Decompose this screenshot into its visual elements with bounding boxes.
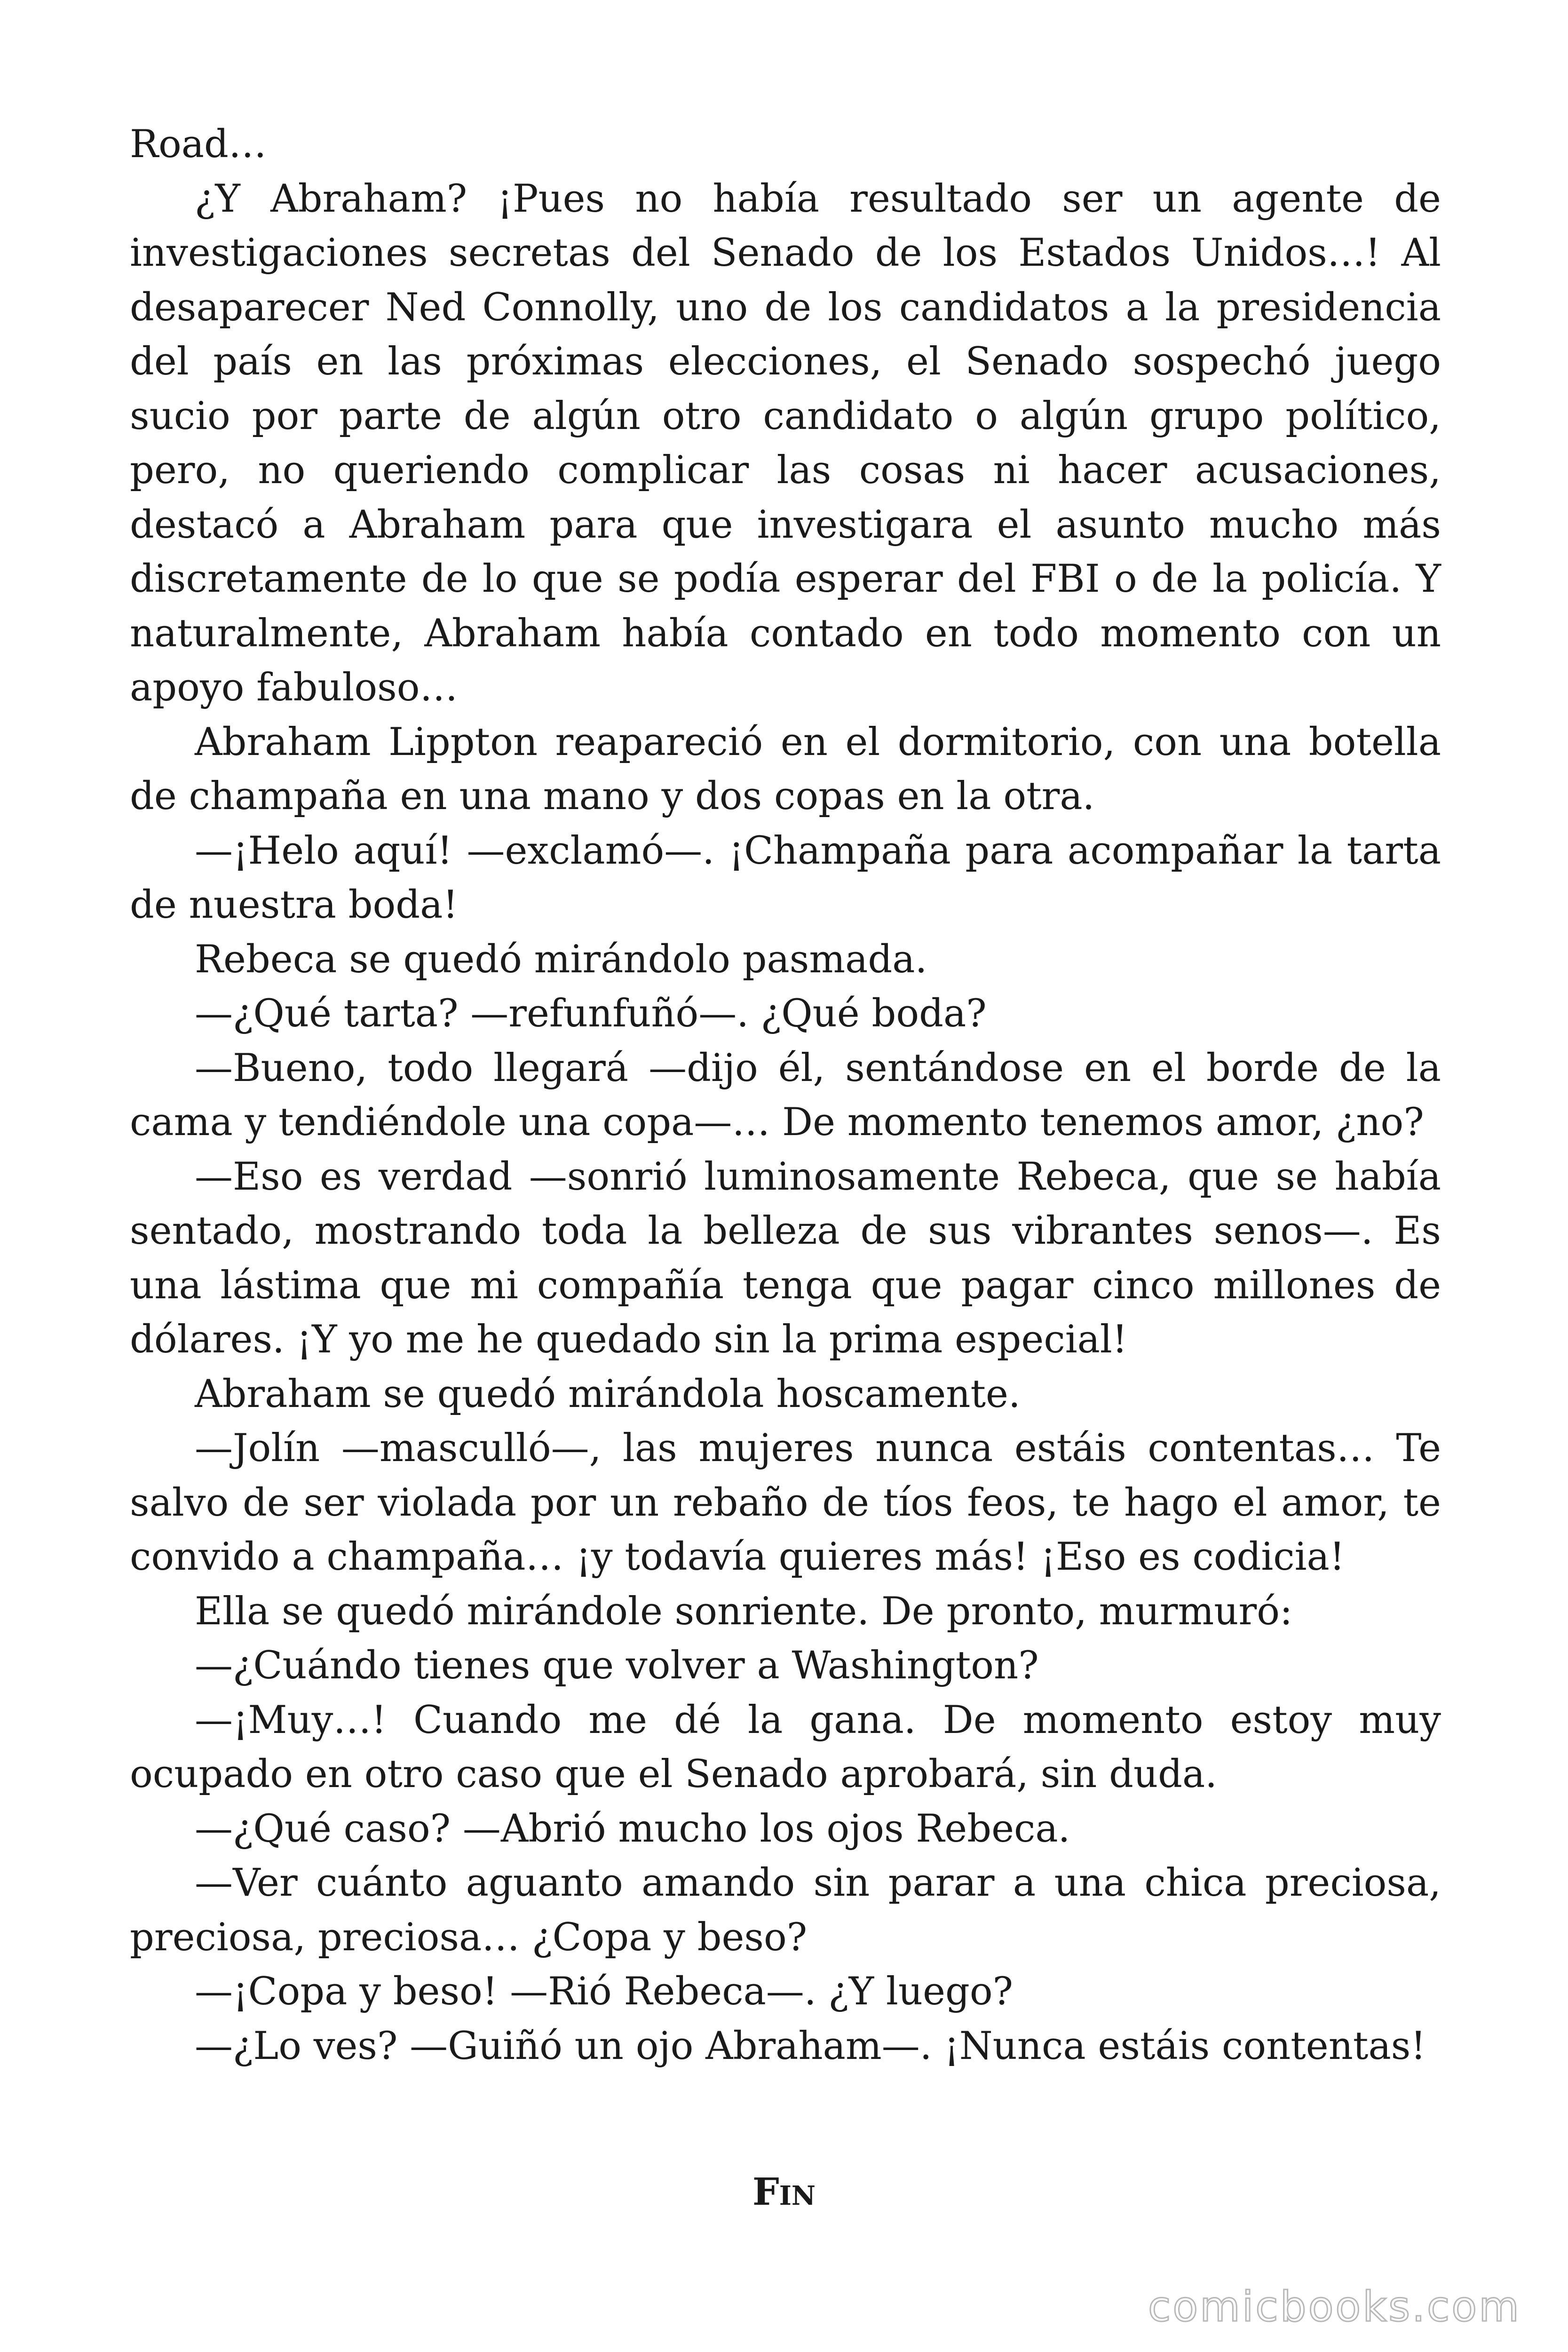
watermark: comicbooks.com <box>1148 2282 1521 2331</box>
paragraph: —Ver cuánto aguanto amando sin parar a una chica preciosa, preciosa, preciosa… ¿Copa y beso? <box>130 1861 1441 1960</box>
paragraph: —¿Qué tarta? —refunfuñó—. ¿Qué boda? <box>195 992 987 1036</box>
body-text <box>130 118 1441 2074</box>
paragraph: Abraham Lippton reapareció en el dormitorio, con una botella de champaña en una mano y dos copas en la otra. <box>130 720 1441 818</box>
paragraph: —Jolín —masculló—, las mujeres nunca estáis contentas… Te salvo de ser violada por un rebaño de tíos feos, te hago el amor, te convido a champaña… ¡y todavía quieres más! ¡Eso es codicia! <box>130 1426 1441 1579</box>
paragraph: —¿Qué caso? —Abrió mucho los ojos Rebeca. <box>195 1806 1070 1851</box>
paragraph: Abraham se quedó mirándola hoscamente. <box>195 1372 1021 1416</box>
paragraph: —¡Helo aquí! —exclamó—. ¡Champaña para acompañar la tarta de nuestra boda! <box>130 828 1441 927</box>
paragraph: —¡Muy…! Cuando me dé la gana. De momento estoy muy ocupado en otro caso que el Senado aprobará, sin duda. <box>130 1698 1441 1796</box>
paragraph: —Bueno, todo llegará —dijo él, sentándose en el borde de la cama y tendiéndole una copa—… De momento tenemos amor, ¿no? <box>130 1046 1441 1144</box>
paragraph: Road… <box>130 122 267 167</box>
paragraph: —¿Cuándo tienes que volver a Washington? <box>195 1644 1039 1688</box>
paragraph: —¿Lo ves? —Guiñó un ojo Abraham—. ¡Nunca estáis contentas! <box>195 2024 1426 2068</box>
paragraph: Ella se quedó mirándole sonriente. De pronto, murmuró: <box>195 1589 1293 1634</box>
end-mark: Fin <box>752 2169 816 2214</box>
paragraph: Rebeca se quedó mirándolo pasmada. <box>195 937 927 982</box>
paragraph: ¿Y Abraham? ¡Pues no había resultado ser un agente de investigaciones secretas del Senado de los Estados Unidos…! Al desaparecer Ned Connolly, uno de los candidatos a la presidencia del país en las próximas elecciones, el Senado sospechó juego sucio por parte de algún otro candidato o algún grupo político, pero, no queriendo complicar las cosas ni hacer acusaciones, destacó a Abraham para que investigara el asunto mucho más discretamente de lo que se podía esperar del FBI o de la policía. Y naturalmente, Abraham había contado en todo momento con un apoyo fabuloso… <box>130 176 1441 710</box>
paragraph: —¡Copa y beso! —Rió Rebeca—. ¿Y luego? <box>195 1970 1014 2014</box>
paragraph: —Eso es verdad —sonrió luminosamente Rebeca, que se había sentado, mostrando toda la belleza de sus vibrantes senos—. Es una lástima que mi compañía tenga que pagar cinco millones de dólares. ¡Y yo me he quedado sin la prima especial! <box>130 1154 1441 1362</box>
